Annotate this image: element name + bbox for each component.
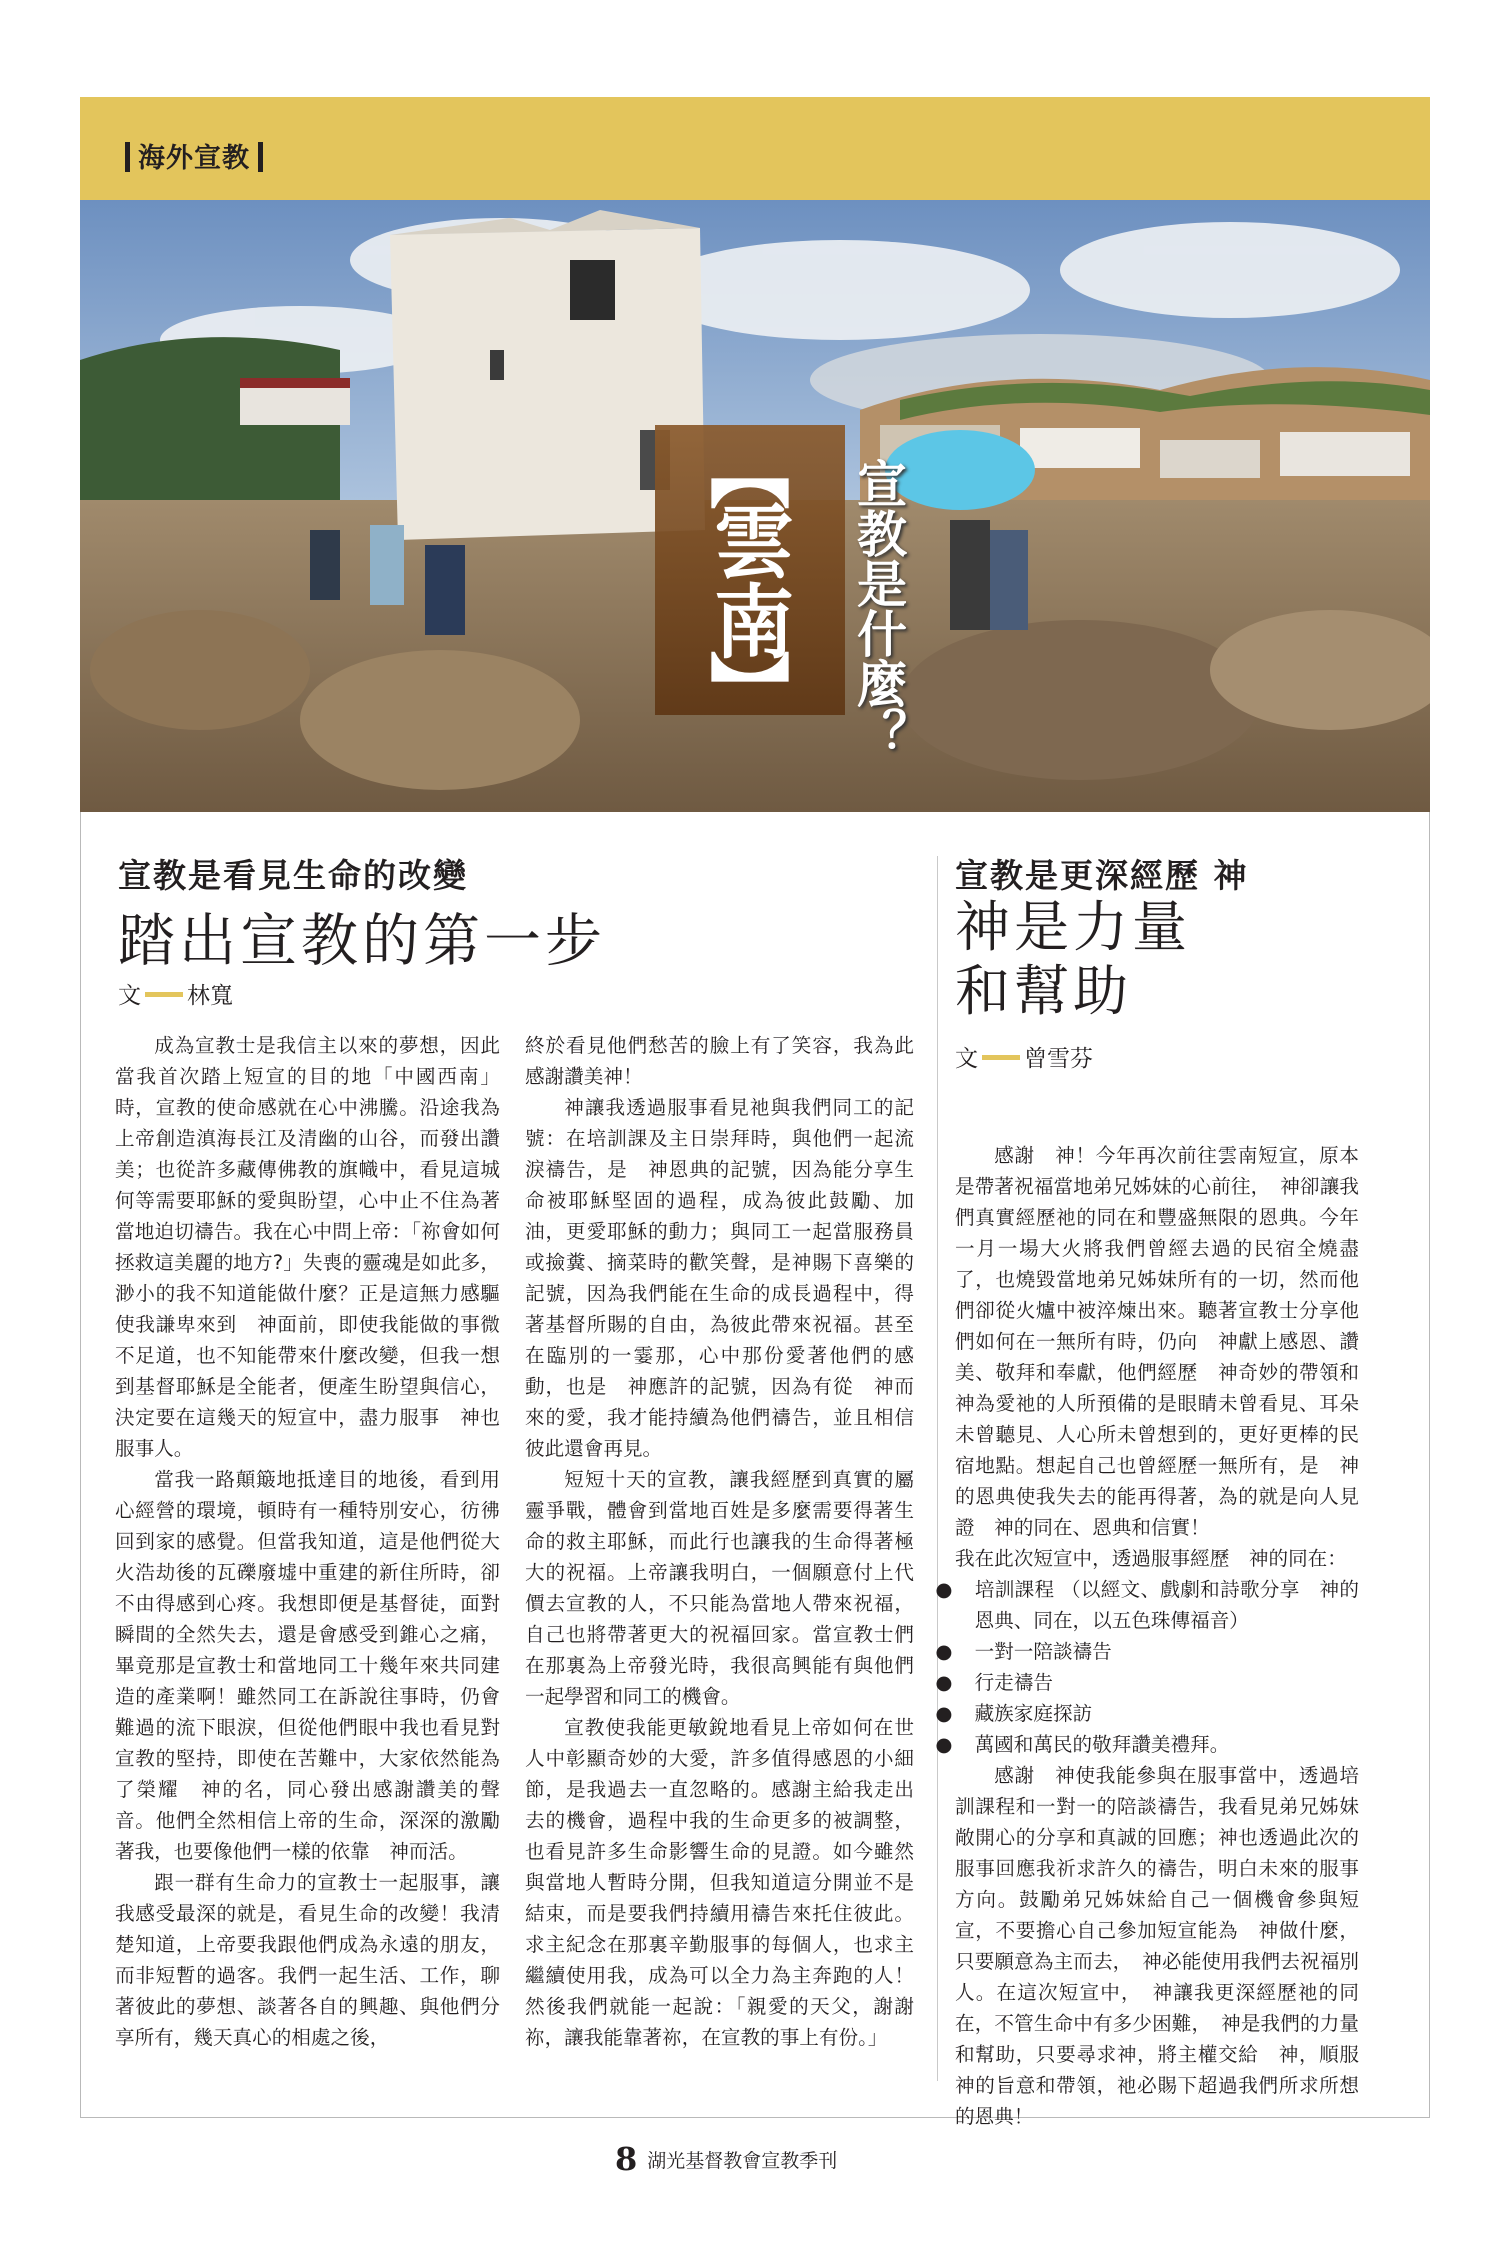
tag-bar-right <box>258 142 263 172</box>
article1-kicker: 宣教是看見生命的改變 <box>118 856 468 895</box>
article2-column <box>935 1140 1379 2132</box>
hero-title <box>700 430 795 730</box>
byline-dash <box>145 992 183 997</box>
page-footer <box>615 2140 837 2178</box>
article1-author: 林寬 <box>187 983 233 1009</box>
list-item <box>935 1698 1359 1729</box>
paragraph: 神讓我透過服事看見祂與我們同工的記號：在培訓課及主日崇拜時，與他們一起流淚禱告，是 神恩典的記號，因為能分享生命被耶穌堅固的過程，成為彼此鼓勵、加油，更愛耶穌的動力；與同工一起當服務員或撿糞、摘菜時的歡笑聲，是神賜下喜樂的記號，因為我們能在生命的成長過程中，得著基督所賜的自由，為彼此帶來祝福。甚至在臨別的一霎那，心中那份愛著他們的感動，也是 神應許的記號，因為有從 神而來的愛，我才能持續為他們禱告，並且相信彼此還會再見。 <box>525 1096 914 1460</box>
title-bracket-close: 】 <box>700 650 795 730</box>
section-tag-label: 海外宣教 <box>138 143 250 174</box>
paragraph: 宣教使我能更敏銳地看見上帝如何在世人中彰顯奇妙的大愛，許多值得感恩的小細節，是我過去一直忽略的。感謝主給我走出去的機會，過程中我的生命更多的被調整，也看見許多生命影響生命的見證。如今雖然與當地人暫時分開，但我知道這分開並不是結束，而是要我們持續用禱告來托住彼此。求主紀念在那裏辛勤服事的每個人，也求主繼續使用我，成為可以全力為主奔跑的人！然後我們就能一起說：「親愛的天父，謝謝祢，讓我能靠著祢，在宣教的事上有份。」 <box>525 1716 914 2049</box>
section-band <box>80 97 1430 200</box>
paragraph: 成為宣教士是我信主以來的夢想，因此當我首次踏上短宣的目的地「中國西南」時，宣教的使命感就在心中沸騰。沿途我為上帝創造滇海長江及清幽的山谷，而發出讚美；也從許多藏傳佛教的旗幟中，看見這城何等需要耶穌的愛與盼望，心中止不住為著當地迫切禱告。我在心中問上帝：「祢會如何拯救這美麗的地方?」失喪的靈魂是如此多，渺小的我不知道能做什麼？正是這無力感驅使我謙卑來到 神面前，即使我能做的事微不足道，也不知能帶來什麼改變，但我一想到基督耶穌是全能者，便產生盼望與信心，決定要在這幾天的短宣中，盡力服事 神也服事人。 <box>115 1034 500 1460</box>
paragraph: 當我一路顛簸地抵達目的地後，看到用心經營的環境，頓時有一種特別安心，彷彿回到家的感覺。但當我知道，這是他們從大火浩劫後的瓦礫廢墟中重建的新住所時，卻不由得感到心疼。我想即便是基督徒，面對瞬間的全然失去，還是會感受到錐心之痛，畢竟那是宣教士和當地同工十幾年來共同建造的產業啊！雖然同工在訴說往事時，仍會難過的流下眼淚，但從他們眼中我也看見對宣教的堅持，即使在苦難中，大家依然能為了榮耀 神的名，同心發出感謝讚美的聲音。他們全然相信上帝的生命，深深的激勵著我，也要像他們一樣的依靠 神而活。 <box>115 1468 500 1863</box>
article2-author: 曾雪芬 <box>1024 1046 1093 1072</box>
title-bracket-open: 【 <box>700 430 795 510</box>
byline-prefix: 文 <box>955 1046 978 1072</box>
list-item-text: 培訓課程 （以經文、戲劇和詩歌分享 神的恩典、同在，以五色珠傳福音） <box>974 1578 1359 1632</box>
list-item-text: 行走禱告 <box>974 1671 1053 1694</box>
article1-column-1 <box>115 1030 500 2053</box>
bullet-icon: ● <box>935 1578 953 1601</box>
list-item <box>935 1636 1359 1667</box>
column-divider <box>937 856 938 2081</box>
article2-byline <box>955 1040 1093 1073</box>
tag-bar-left <box>125 142 130 172</box>
list-item <box>935 1729 1359 1760</box>
list-intro: 我在此次短宣中，透過服事經歷 神的同在： <box>955 1547 1347 1570</box>
article1-byline <box>118 977 233 1010</box>
article2-kicker: 宣教是更深經歷 神 <box>955 856 1249 895</box>
byline-prefix: 文 <box>118 983 141 1009</box>
bullet-list <box>935 1574 1359 1760</box>
list-item-text: 萬國和萬民的敬拜讚美禮拜。 <box>974 1733 1230 1756</box>
list-item <box>935 1574 1359 1636</box>
page-number: 8 <box>615 2140 638 2178</box>
paragraph-continued: 終於看見他們愁苦的臉上有了笑容，我為此感謝讚美神！ <box>525 1034 914 1088</box>
title-text: 雲南 <box>700 500 795 660</box>
bullet-icon: ● <box>935 1702 953 1725</box>
article2-title-line1: 神是力量 <box>955 895 1192 959</box>
publication-name: 湖光基督教會宣教季刊 <box>647 2150 838 2172</box>
article1-title: 踏出宣教的第一步 <box>118 908 606 974</box>
hero-subtitle: 宣教是什麼？ <box>849 458 907 758</box>
hero-photo <box>80 200 1430 812</box>
bullet-icon: ● <box>935 1671 953 1694</box>
list-item <box>935 1667 1359 1698</box>
article2-title-line2: 和幫助 <box>955 959 1133 1023</box>
paragraph: 跟一群有生命力的宣教士一起服事，讓我感受最深的就是，看見生命的改變！我清楚知道，上帝要我跟他們成為永遠的朋友，而非短暫的過客。我們一起生活、工作，聊著彼此的夢想、談著各自的興趣、與他們分享所有，幾天真心的相處之後， <box>115 1871 500 2049</box>
article1-column-2 <box>525 1030 914 2053</box>
paragraph: 短短十天的宣教，讓我經歷到真實的屬靈爭戰，體會到當地百姓是多麼需要得著生命的救主耶穌，而此行也讓我的生命得著極大的祝福。上帝讓我明白，一個願意付上代價去宣教的人，不只能為當地人帶來祝福，自己也將帶著更大的祝福回家。當宣教士們在那裏為上帝發光時，我很高興能有與他們一起學習和同工的機會。 <box>525 1468 914 1708</box>
article2-title <box>955 895 1191 1023</box>
bullet-icon: ● <box>935 1733 953 1756</box>
paragraph: 感謝 神！今年再次前往雲南短宣，原本是帶著祝福當地弟兄姊妹的心前往， 神卻讓我們真實經歷祂的同在和豐盛無限的恩典。今年一月一場大火將我們曾經去過的民宿全燒盡了，也燒毀當地弟兄姊妹所有的一切，然而他們卻從火爐中被淬煉出來。聽著宣教士分享他們如何在一無所有時，仍向 神獻上感恩、讚美、敬拜和奉獻，他們經歷 神奇妙的帶領和 神為愛祂的人所預備的是眼睛未曾看見、耳朵未曾聽見、人心所未曾想到的，更好更棒的民宿地點。想起自己也曾經歷一無所有，是 神的恩典使我失去的能再得著，為的就是向人見證 神的同在、恩典和信實！ <box>955 1144 1379 1539</box>
byline-dash <box>982 1055 1020 1060</box>
paragraph: 感謝 神使我能參與在服事當中，透過培訓課程和一對一的陪談禱告，我看見弟兄姊妹敞開心的分享和真誠的回應；神也透過此次的服事回應我祈求許久的禱告，明白未來的服事方向。鼓勵弟兄姊妹給自己一個機會參與短宣，不要擔心自己參加短宣能為 神做什麼，只要願意為主而去， 神必能使用我們去祝福別人。在這次短宣中， 神讓我更深經歷祂的同在，不管生命中有多少困難， 神是我們的力量和幫助，只要尋求神，將主權交給 神，順服 神的旨意和帶領，祂必賜下超過我們所求所想的恩典！ <box>955 1764 1379 2128</box>
list-item-text: 藏族家庭探訪 <box>974 1702 1093 1725</box>
list-item-text: 一對一陪談禱告 <box>974 1640 1112 1663</box>
bullet-icon: ● <box>935 1640 953 1663</box>
section-tag <box>117 136 271 175</box>
